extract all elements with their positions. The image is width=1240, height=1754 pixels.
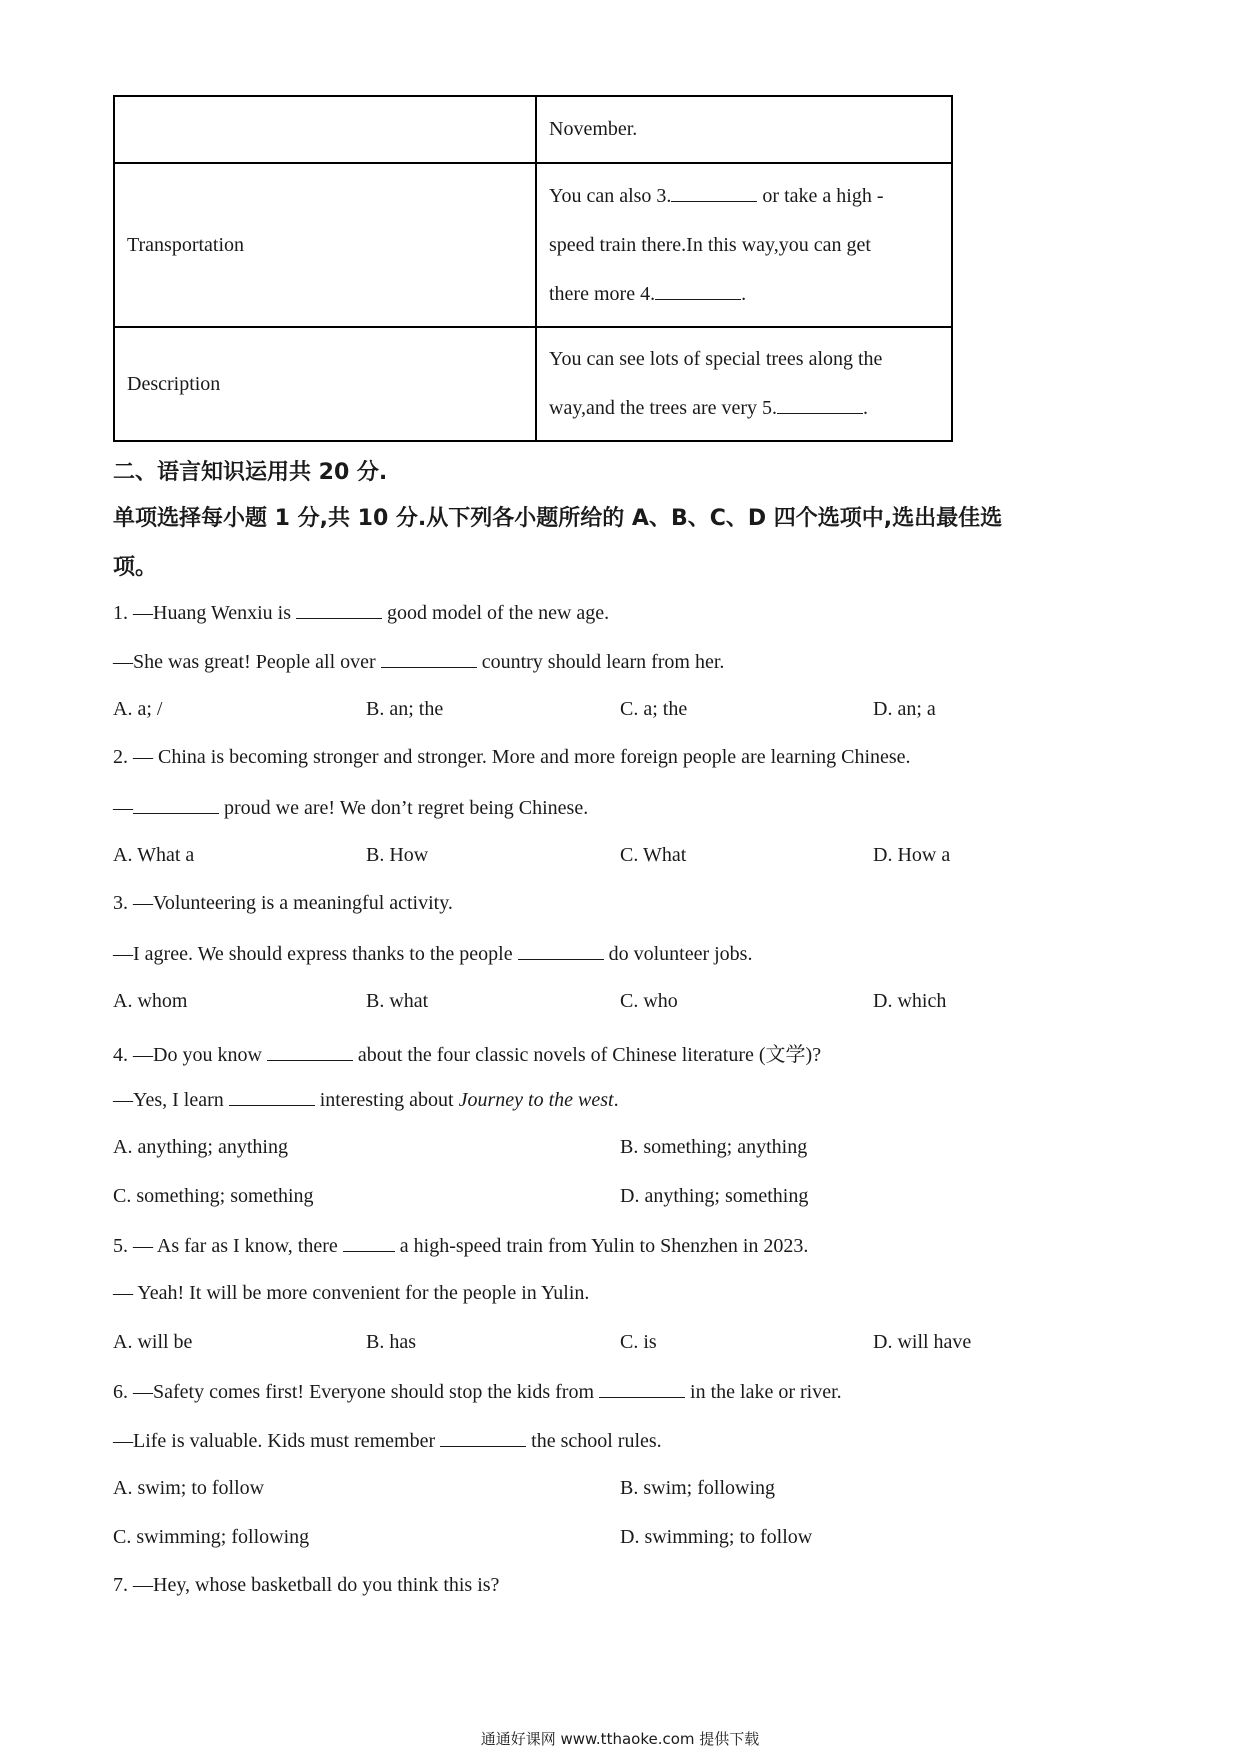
table-cell: November.	[536, 96, 952, 163]
section-title: 二、语言知识运用共 20 分.	[113, 460, 388, 485]
question-3-reply: —I agree. We should express thanks to the people do volunteer jobs.	[113, 943, 753, 965]
info-table	[113, 95, 953, 442]
question-5-line: 5. — As far as I know, there a high-speed train from Yulin to Shenzhen in 2023.	[113, 1235, 809, 1257]
question-4-reply: —Yes, I learn interesting about Journey to the west.	[113, 1089, 619, 1111]
answer-blank[interactable]	[296, 600, 382, 619]
section-instruction	[113, 494, 1093, 592]
option-a[interactable]: A. whom	[113, 990, 188, 1012]
option-d[interactable]: D. anything; something	[620, 1185, 809, 1207]
answer-blank[interactable]	[267, 1042, 353, 1061]
option-d[interactable]: D. which	[873, 990, 947, 1012]
question-5-reply: — Yeah! It will be more convenient for the people in Yulin.	[113, 1282, 590, 1304]
cell-text: .	[741, 282, 747, 305]
answer-blank[interactable]	[777, 395, 863, 414]
option-b[interactable]: B. swim; following	[620, 1477, 776, 1499]
answer-blank[interactable]	[518, 941, 604, 960]
cell-text: way,and the trees are very 5.	[549, 397, 778, 419]
table-cell-description: Description	[114, 327, 536, 441]
option-a[interactable]: A. a; /	[113, 698, 163, 720]
answer-blank[interactable]	[599, 1379, 685, 1398]
answer-blank[interactable]	[381, 649, 477, 668]
option-d[interactable]: D. an; a	[873, 698, 936, 720]
answer-blank[interactable]	[440, 1428, 526, 1447]
option-c[interactable]: C. who	[620, 990, 678, 1012]
cell-text: there more 4.	[549, 282, 656, 305]
option-b[interactable]: B. what	[366, 990, 429, 1012]
option-b[interactable]: B. How	[366, 844, 429, 866]
instruction-text: 项。	[113, 555, 158, 580]
question-6-reply: —Life is valuable. Kids must remember the school rules.	[113, 1430, 662, 1452]
question-2-line: 2. — China is becoming stronger and stronger. More and more foreign people are learning Chinese.	[113, 746, 911, 768]
option-a[interactable]: A. swim; to follow	[113, 1477, 265, 1499]
option-a[interactable]: A. will be	[113, 1331, 193, 1353]
option-c[interactable]: C. What	[620, 844, 687, 866]
cell-text: or take a high -	[762, 184, 884, 207]
question-1-reply: —She was great! People all over country should learn from her.	[113, 651, 725, 673]
answer-blank[interactable]	[655, 281, 741, 300]
table-row	[114, 163, 952, 327]
option-b[interactable]: B. has	[366, 1331, 416, 1353]
option-a[interactable]: A. anything; anything	[113, 1136, 288, 1158]
table-row	[114, 327, 952, 441]
instruction-text: 单项选择每小题 1 分,共 10 分.从下列各小题所给的 A、B、C、D 四个选项中,选出最佳选	[113, 506, 1003, 531]
answer-blank[interactable]	[133, 795, 219, 814]
question-1-line: 1. —Huang Wenxiu is good model of the new age.	[113, 602, 610, 624]
question-4-line: 4. —Do you know about the four classic novels of Chinese literature (文学)?	[113, 1044, 822, 1066]
option-c[interactable]: C. is	[620, 1331, 657, 1353]
option-a[interactable]: A. What a	[113, 844, 195, 866]
cell-text: speed train there.In this way,you can get	[549, 233, 871, 256]
table-cell	[536, 327, 952, 441]
option-c[interactable]: C. a; the	[620, 698, 688, 720]
option-d[interactable]: D. How a	[873, 844, 951, 866]
cell-text: You can see lots of special trees along the	[549, 348, 883, 370]
table-cell-transportation: Transportation	[114, 163, 536, 327]
cell-text: You can also 3.	[549, 184, 672, 207]
table-cell	[114, 96, 536, 163]
option-c[interactable]: C. swimming; following	[113, 1526, 310, 1548]
question-6-line: 6. —Safety comes first! Everyone should stop the kids from in the lake or river.	[113, 1381, 842, 1403]
answer-blank[interactable]	[343, 1233, 395, 1252]
option-b[interactable]: B. an; the	[366, 698, 444, 720]
table-cell	[536, 163, 952, 327]
page-footer: 通通好课网 www.tthaoke.com 提供下载	[480, 1730, 760, 1748]
cell-text: .	[863, 397, 869, 419]
option-d[interactable]: D. swimming; to follow	[620, 1526, 813, 1548]
question-3-line: 3. —Volunteering is a meaningful activity.	[113, 892, 453, 914]
option-b[interactable]: B. something; anything	[620, 1136, 808, 1158]
option-c[interactable]: C. something; something	[113, 1185, 314, 1207]
option-d[interactable]: D. will have	[873, 1331, 972, 1353]
answer-blank[interactable]	[671, 183, 757, 202]
question-7-line: 7. —Hey, whose basketball do you think this is?	[113, 1574, 500, 1596]
question-2-reply: — proud we are! We don’t regret being Chinese.	[113, 797, 589, 819]
answer-blank[interactable]	[229, 1087, 315, 1106]
table-row	[114, 96, 952, 163]
